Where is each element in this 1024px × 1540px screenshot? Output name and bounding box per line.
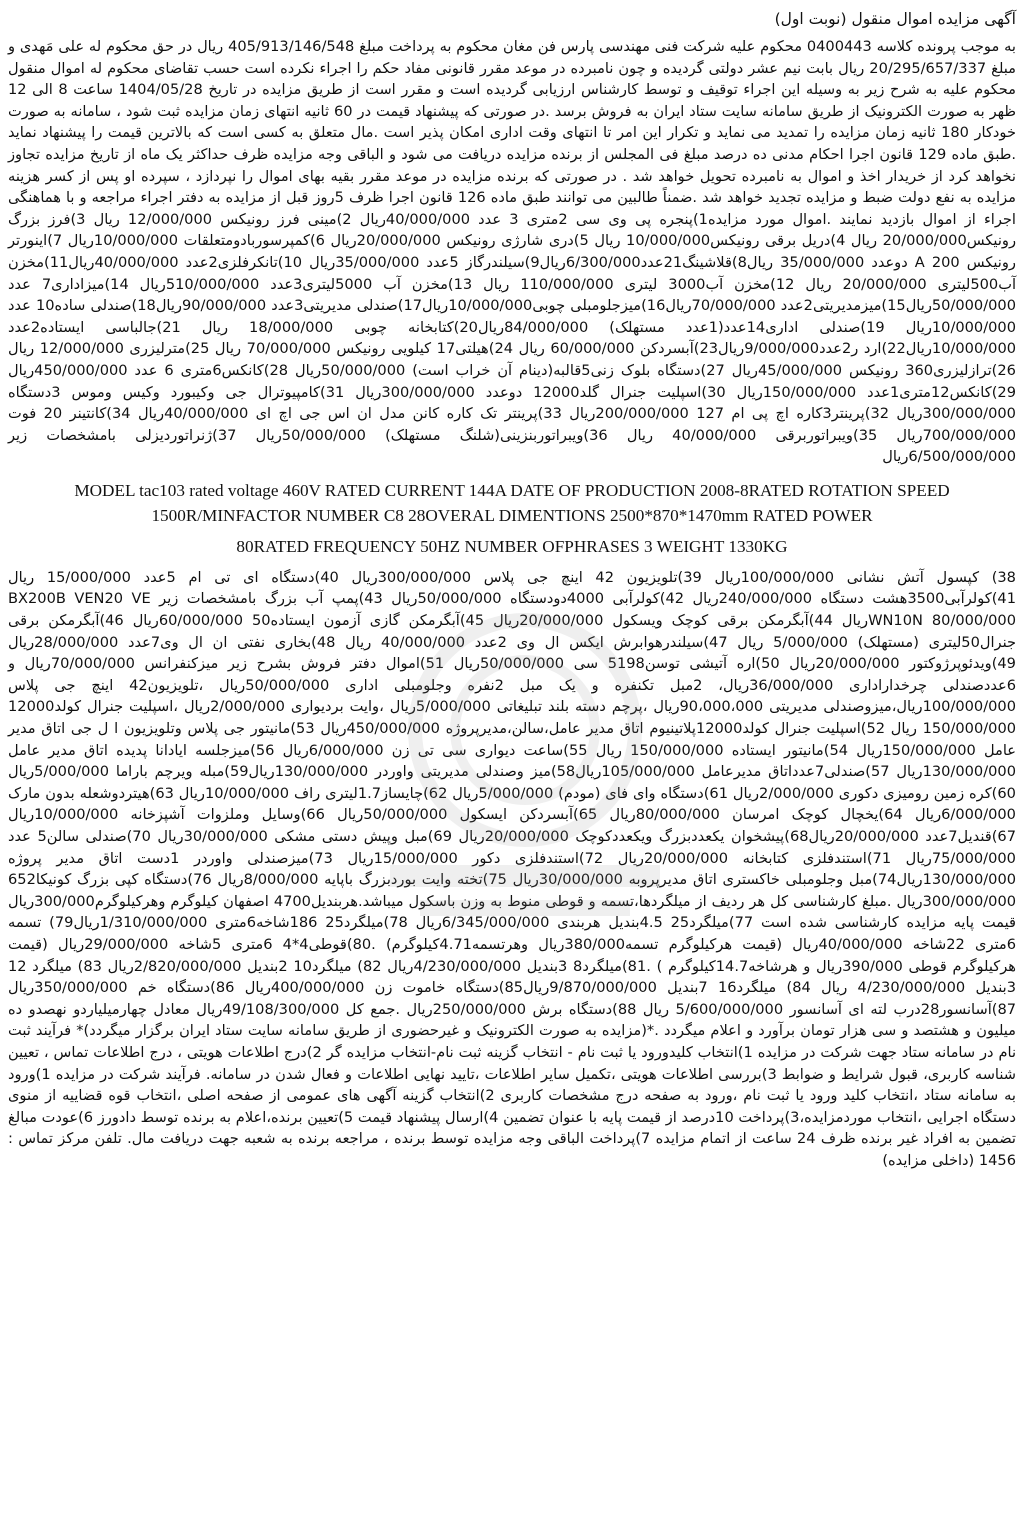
generator-specs-line-1: MODEL tac103 rated voltage 460V RATED CURRENT 144A DATE OF PRODUCTION 2008-8RATED ROTATION SPEED 1500R/MINFACTOR NUMBER C8 28OVERAL DIMENTIONS 2500*870*1470mm RATED POWER — [74, 480, 950, 525]
generator-specs-line-2: 80RATED FREQUENCY 50HZ NUMBER OFPHRASES 3 WEIGHT 1330KG — [236, 536, 788, 556]
notice-body-part-1: به موجب پرونده کلاسه 0400443 محکوم علیه شرکت فنی مهندسی پارس فن مغان محکوم به پرداخت مبلغ 405/913/146/548 ریال در حق محکوم له علی مَهدی و مبلغ 20/295/657/337 ریال بابت نیم عشر دولتی گردیده و چون نامبرده در موعد مقرر قانونی مفاد حکم را اجراء نکرده است حسب تقاضای محکوم له اموال منقول محکوم علیه به شرح زیر به وسیله این اجراء توقیف و توسط کارشناس ارزیابی گردیده است و مقرر است از طریق مزایده در تاریخ 1404/05/28 ساعت 8 الی 12 ظهر به صورت الکترونیک از طریق سامانه سایت ستاد ایران به فروش برسد .در صورتی که پیشنهاد قیمت در 60 ثانیه انتهای زمان مزایده ثبت شود ، سامانه به صورت خودکار 180 ثانیه زمان مزایده را تمدید می نماید و تکرار این امر تا انتهای وقت اداری امکان پذیر است .مال متعلق به کسی است که بالاترین قیمت را پیشنهاد نماید .طبق ماده 129 قانون اجرا احکام مدنی ده درصد مبلغ فی المجلس از برنده مزایده دریافت می شود و الباقی وجه مزایده ظرف حداکثر یک ماه از تاریخ مزایده تجاوز نخواهد کرد از خریدار اخذ و اموال به نامبرده تحویل خواهد شد . در صورتی که برنده مزایده در موعد مقرر بقیه بهای اموال را نپردازد ، سپرده او پس از کسر هزینه مزایده به نفع دولت ضبط و مزایده تجدید خواهد شد .ضمناً طالبین می توانند طبق ماده 126 قانون اجرا ظرف 5روز قبل از مزایده به دفتر اجراء مراجعه و با هماهنگی اجراء از اموال بازدید نمایند .اموال مورد مزایده1)پنجره پی وی سی 2متری 3 عدد 40/000/000ریال 2)مینی فرز رونیکس 12/000/000 ریال 3)فرز بزرگ رونیکس20/000/000 ریال 4)دریل برقی رونیکس10/000/000 ریال 5)دری شارژی رونیکس 20/000/000ریال 6)کمپرسوربادومتعلقات 10/000/000ریال 7)اینورتر رونیکس 200 A دوعدد 35/000/000 ریال8)قلاشینگ21عدد6/300/000ریال9)سیلندرگاز 5عدد 35/000/000ریال 10)تانکرفلزی2عدد 40/000/000ریال11)مخزن آب500لیتری 20/000/000 ریال 12)مخزن آب3000 لیتری 110/000/000 ریال 13)مخزن آب 5000لیتری3عدد 510/000/000ریال 14)میزاداری7 عدد 50/000/000ریال15)میزمدیریتی2عدد 70/000/000ریال16)میزجلومبلی چوبی10/000/000ریال17)صندلی مدیریتی3عدد 90/000/000ریال18)صندلی ساده10 عدد 10/000/000ریال 19)صندلی اداری14عدد(1عدد مستهلک) 84/000/000ریال20)کتابخانه چوبی 18/000/000 ریال 21)جالباسی ایستاده2عدد 10/000/000ریال22)ارد ر2عدد9/000/000ریال23)آبسردکن 60/000/000 ریال 24)هیلتی17 کیلویی رونیکس 70/000/000 ریال 25)مترلیزری 12/000/000 ریال 26)ترازلیزری360 رونیکس 45/000/000ریال 27)دستگاه بلوک زنی5قالبه(دینام آن خراب است) 50/000/000ریال 28)کانکس6متری 6 عدد 450/000/000ریال 29)کانکس12متری1عدد 150/000/000ریال 30)اسپلیت جنرال گلد12000 دوعدد 300/000/000ریال 31)کامپیوترال جی وکیبورد وکیس وموس 3دستگاه 300/000/000ریال 32)پرینتر3کاره اچ پی ام 127 200/000/000ریال 33)پرینتر تک کاره کانن مدل ان اس جی اچ ای 40/000/000ریال 34)کانتینر 20 فوت 700/000/000ریال 35)ویبراتوربرقی 40/000/000 ریال 36)ویبراتوربنزینی(شلنگ مستهلک) 50/000/000ریال 37)ژنراتوردیزلی بامشخصات زیر 6/500/000/000ریال — [8, 38, 1017, 466]
notice-body-part-2: 38) کپسول آتش نشانی 100/000/000ریال 39)تلویزیون 42 اینچ جی پلاس 300/000/000ریال 40)دستگاه ای تی ام 5عدد 15/000/000 ریال 41)کولرآبی3500هشت دستگاه 240/000/000ریال 42)کولرآبی 4000دودستگاه 50/000/000ریال 43)پمپ آب بزرگ بامشخصات زیر BX200B VEN20 VE WN10N 80/000/000ریال 44)آبگرمکن برقی کوچک ویسکول 20/000/000ریال 45)آبگرمکن گازی آزمون ایستاده50 60/000/000ریال 46)آبگرمکن برقی جنرال50لیتری (مستهلک) 5/000/000 ریال 47)سیلندرهوابرش ایکس ال وی 2عدد 40/000/000 ریال 48)بخاری نفتی ان ال وی7عدد 28/000/000ریال 49)ویدئوپرژوکتور 20/000/000ریال 50)اره آتیشی توسن5198 سی 50/000/000ریال 51)اموال دفتر فروش بشرح زیر میزکنفرانس 70/000/000ریال و 6عددصندلی چرخداراداری 36/000/000ریال، 2مبل تکنفره و یک مبل 2نفره وجلومبلی اداری 50/000/000ریال ،تلویزیون42 اینچ جی پلاس 100/000/000ریال،میزوصندلی مدیریتی 90،000،000ریال ،پرچم دسته بلند تبلیغاتی 5/000/000ریال ،وایت بردیواری 2/000/000ریال ،اسپلیت جنرال کولد12000 150/000/000 ریال 52)اسپلیت جنرال کولد12000پلاتینیوم اتاق مدیر عامل،سالن،مدیرپروژه 450/000/000ریال 53)مانیتور جی پلاس وتلویزیون ا ل جی اتاق مدیر عامل 150/000/000ریال 54)مانیتور ایستاده 150/000/000 ریال 55)ساعت دیواری سی تی زن 6/000/000ریال 56)میزجلسه ایادانا پدیده اتاق مدیر عامل 130/000/000ریال 57)صندلی7عدداتاق مدیرعامل 105/000/000ریال58)میز وصندلی مدیریتی واوردر 130/000/000ریال59)مبله ویرچم باراما 5/000/000ریال 60)کره زمین رومیزی دکوری 2/000/000ریال 61)دستگاه وای فای (مودم) 5/000/000ریال 62)چایساز1.7لیتری راف 10/000/000ریال 63)هیتردوشعله بدون مارک 6/000/000ریال 64)یخچال کوچک امرسان 80/000/000ریال 65)آبسردکن ایسکول 50/000/000ریال 66)وسایل وملزوات آشپزخانه 10/000/000ریال 67)قندیل7عدد 20/000/000ریال68)پیشخوان یکعددبزرگ ویکعددکوچک 20/000/000ریال 69)مبل وپیش دستی مشکی 30/000/000ریال 70)صندلی سالن5 عدد 75/000/000ریال 71)استندفلزی کتابخانه 20/000/000ریال 72)استندفلزی دکور 15/000/000ریال 73)میزصندلی واوردر 1دست اتاق مدیر پروژه 130/000/000ریال74)مبل وجلومبلی خاکستری اتاق مدیرپروبه 30/000/000ریال 75)تخته وایت بوردبزرگ باپایه 8/000/000ریال 76)دستگاه کپی بزرگ کونیکا652 300/000/000ریال .مبلغ کارشناسی کل هر ردیف از میلگردها،تسمه و قوطی منوط به وزن باسکول میباشد.هربندیل4700 اصفهان کیلوگرم وهرکیلوگرم300/000ریال قیمت پایه مزایده کارشناسی شده است 77)میلگرد25 4.5بندیل هربندی 6/345/000/000ریال 78)میلگرد25 186شاخه6متری 1/310/000/000ریال79) تسمه 6متری 22شاخه 40/000/000ریال (قیمت هرکیلوگرم تسمه380/000ریال وهرتسمه4.71کیلوگرم) .80)قوطی4*4 6متری 5شاخه 29/000/000ریال (قیمت هرکیلوگرم قوطی 390/000ریال و هرشاخه14.7کیلوگرم ) .81)میلگرد8 3بندیل 4/230/000/000ریال 82) میلگرد10 2بندیل 2/820/000/000ریال 83) میلگرد 12 3بندیل 4/230/000/000 ریال 84) میلگرد16 7بندیل 9/870/000/000ریال85)دستگاه خاموت زن 400/000/000ریال 86)دستگاه خم 350/000/000ریال 87)آسانسور28درب لته ای آسانسور 5/600/000/000 ریال 88)دستگاه برش 250/000/000ریال .جمع کل 49/108/300/000ریال معادل چهارمیلیاردو نهصدو ده میلیون و هشتصد و سی هزار تومان برآورد و اعلام میگردد .*(مزایده به صورت الکترونیک و غیرحضوری از طریق سامانه سایت ستاد ایران برگزار میگردد)* فرآیند ثبت نام در سامانه ستاد جهت شرکت در مزایده 1)انتخاب کلیدورود یا ثبت نام - انتخاب گزینه ثبت نام-انتخاب مزایده گر 2)درج اطلاعات هویتی ، درج اطلاعات تماس ، تعیین شناسه کاربری، قبول شرایط و ضوابط 3)بررسی اطلاعات هویتی ،تکمیل سایر اطلاعات ،تایید نهایی اطلاعات و فعال شدن در سامانه. فرآیند شرکت در مزایده 1)ورود به سامانه ستاد ،انتخاب کلید ورود یا ثبت نام ،ورود به صفحه درج مشخصات کاربری 2)انتخاب گزینه آگهی های عمومی از صفحه اصلی ،انتخاب قوه قضاییه از منوی دستگاه اجرایی ،انتخاب موردمزایده،3)پرداخت 10درصد از قیمت پایه با عنوان تضمین 4)ارسال پیشنهاد قیمت 5)تعیین برنده،اعلام به برنده توسط دادورز 6)عودت مبالغ تضمین به افراد غیر برنده ظرف 24 ساعت از اتمام مزایده 7)پرداخت الباقی وجه مزایده توسط برنده ، مراجعه برنده به شعبه جهت دریافت مال. تلفن مرکز تماس : 1456 (داخلی مزایده) — [8, 568, 1017, 1169]
notice-title: آگهی مزایده اموال منقول (نوبت اول) — [774, 10, 1016, 28]
